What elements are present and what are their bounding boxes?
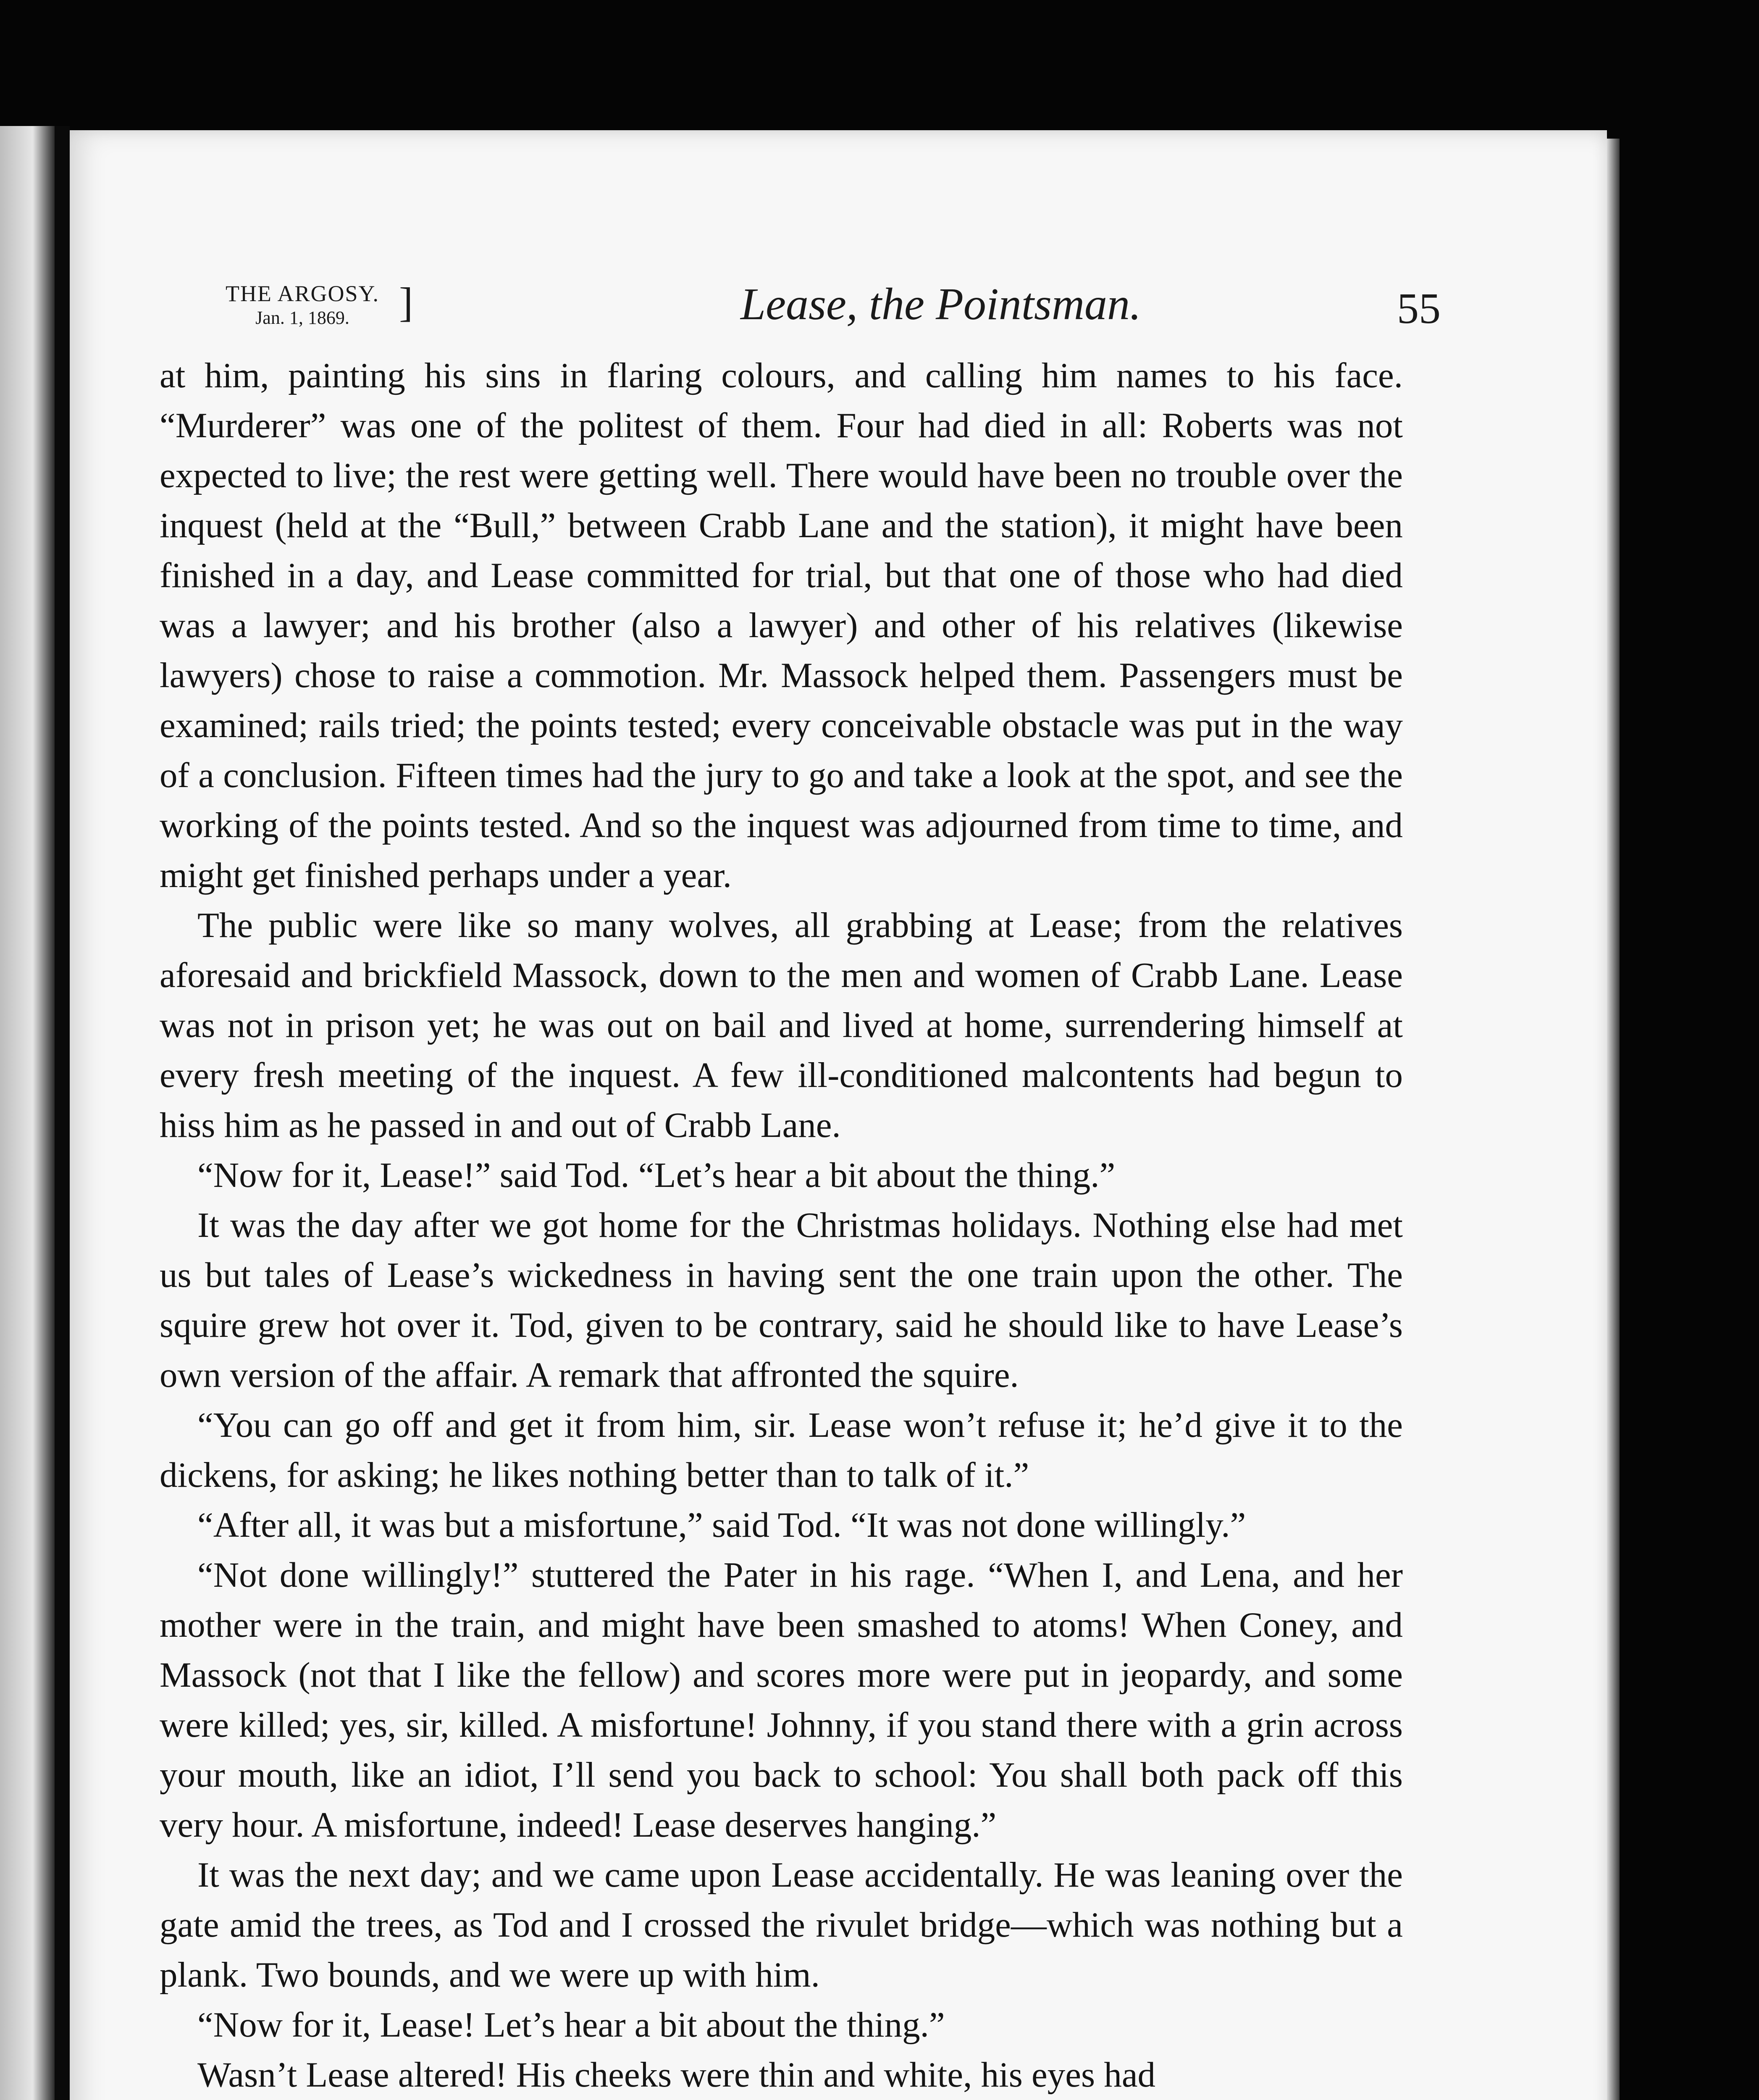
book-gutter — [55, 126, 70, 2100]
paragraph: “Not done willingly!” stuttered the Pater in his rage. “When I, and Lena, and her mother were in the train, and might have been smashed to atoms! When Coney, and Massock (not that I like the fellow) and scores more were put in jeopardy, and some were killed; yes, sir, killed. A misfortune! Johnny, if you stand there with a grin across your mouth, like an idiot, I’ll send you back to school: You shall both pack off this very hour. A misfortune, indeed! Lease deserves hanging.” — [160, 1555, 1403, 1845]
citation-bracket: ] — [399, 279, 413, 326]
page-header — [185, 277, 1441, 361]
paragraph: It was the next day; and we came upon Lease accidentally. He was leaning over the gate amid the trees, as Tod and I crossed the rivulet bridge—which was nothing but a plank. Two bounds, and we were up with him. — [160, 1855, 1403, 1995]
paragraph: Wasn’t Lease altered! His cheeks were thin and white, his eyes had — [197, 2055, 1156, 2095]
journal-date: Jan. 1, 1869. — [255, 307, 349, 328]
paragraph: “Now for it, Lease! Let’s hear a bit about the thing.” — [197, 2005, 945, 2045]
journal-citation — [185, 281, 420, 330]
paragraph: “After all, it was but a misfortune,” said Tod. “It was not done willingly.” — [197, 1505, 1246, 1545]
page-number: 55 — [1397, 284, 1441, 333]
paragraph: at him, painting his sins in flaring colours, and calling him names to his face. “Murderer” was one of the politest of them. Four had died in all: Roberts was not expected to live; the rest were getting well. There would have been no trouble over the inquest (held at the “Bull,” between Crabb Lane and the station), it might have been finished in a day, and Lease committed for trial, but that one of those who had died was a lawyer; and his brother (also a lawyer) and other of his relatives (likewise lawyers) chose to raise a commotion. Mr. Massock helped them. Passengers must be examined; rails tried; the points tested; every conceivable obstacle was put in the way of a conclusion. Fifteen times had the jury to go and take a look at the spot, and see the working of the points tested. And so the inquest was adjourned from time to time, and might get finished perhaps under a year. — [160, 356, 1403, 895]
paragraph: The public were like so many wolves, all grabbing at Lease; from the relatives aforesaid and brickfield Massock, down to the men and women of Crabb Lane. Lease was not in prison yet; he was out on bail and lived at home, surrendering himself at every fresh meeting of the inquest. A few ill-conditioned malcontents had begun to hiss him as he passed in and out of Crabb Lane. — [160, 906, 1403, 1145]
paragraph: It was the day after we got home for the Christmas holidays. Nothing else had met us but tales of Lease’s wickedness in having sent the one train upon the other. The squire grew hot over it. Tod, given to be contrary, said he should like to have Lease’s own version of the affair. A remark that affronted the squire. — [160, 1205, 1403, 1395]
left-page-edge — [0, 126, 55, 2100]
paragraph: “Now for it, Lease!” said Tod. “Let’s hear a bit about the thing.” — [197, 1155, 1116, 1195]
body-text — [160, 351, 1403, 2100]
journal-name: THE ARGOSY. — [225, 281, 380, 306]
right-page-edge — [1607, 139, 1620, 2100]
paragraph: “You can go off and get it from him, sir. Lease won’t refuse it; he’d give it to the dickens, for asking; he likes nothing better than to talk of it.” — [160, 1405, 1403, 1495]
running-title: Lease, the Pointsman. — [740, 279, 1141, 329]
